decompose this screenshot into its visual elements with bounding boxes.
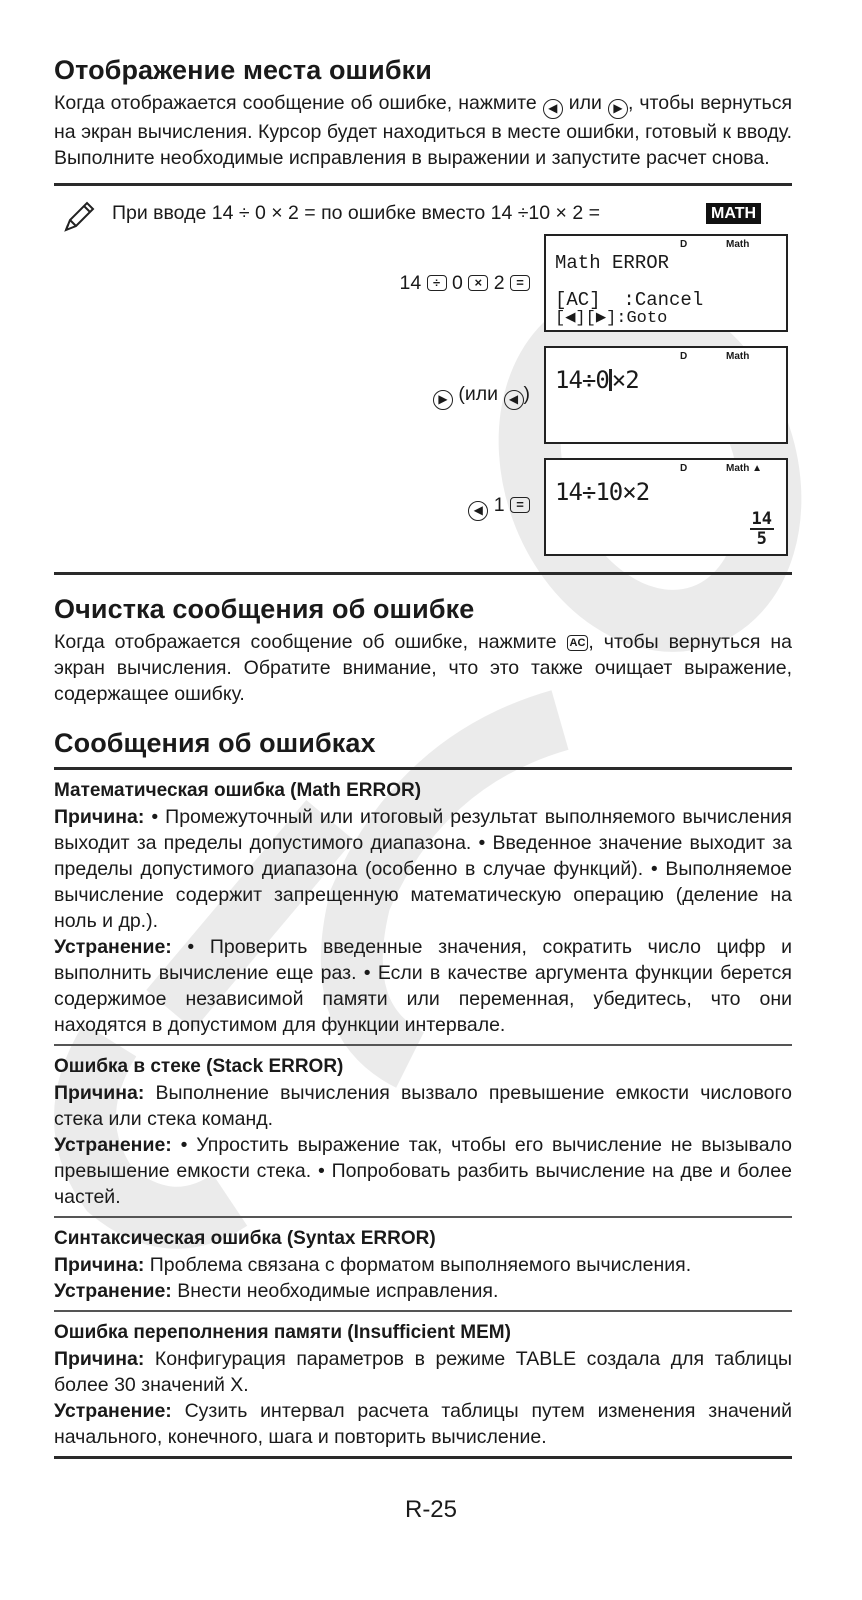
error-entry-syntax bbox=[54, 1226, 792, 1304]
cause-text: Проблема связана с форматом выполняемого вычисления. bbox=[144, 1254, 692, 1276]
result-fraction bbox=[750, 510, 774, 548]
left-arrow-key-icon: ◀ bbox=[468, 501, 488, 521]
fix-text: Внести необходимые исправления. bbox=[171, 1280, 499, 1302]
divider bbox=[54, 572, 792, 575]
cause-label: Причина: bbox=[54, 1254, 145, 1276]
screen-expression: 14÷10×2 bbox=[555, 478, 650, 506]
error-fix bbox=[54, 934, 792, 1038]
number: 14 bbox=[399, 272, 422, 294]
calculator-screen-3 bbox=[544, 458, 788, 556]
cause-text: Конфигурация параметров в режиме TABLE создала для таблицы более 30 значений X. bbox=[54, 1348, 792, 1396]
pencil-icon bbox=[60, 200, 96, 236]
text: (или bbox=[458, 383, 499, 405]
error-title: Синтаксическая ошибка (Syntax ERROR) bbox=[54, 1228, 436, 1249]
error-title: Ошибка в стеке (Stack ERROR) bbox=[54, 1056, 344, 1077]
right-arrow-key-icon: ▶ bbox=[433, 390, 453, 410]
fix-label: Устранение: bbox=[54, 1134, 172, 1156]
heading-error-location: Отображение места ошибки bbox=[54, 55, 432, 85]
error-title: Математическая ошибка (Math ERROR) bbox=[54, 780, 422, 801]
number: 1 bbox=[493, 494, 505, 516]
degree-indicator: D bbox=[680, 463, 688, 474]
divider bbox=[54, 1216, 792, 1218]
cause-text: Выполнение вычисления вызвало превышение емкости числового стека или стека команд. bbox=[54, 1082, 792, 1130]
page-number: R-25 bbox=[404, 1496, 458, 1523]
number: 0 bbox=[452, 272, 463, 294]
equals-key-icon: = bbox=[510, 497, 530, 513]
cause-text: • Промежуточный или итоговый результат выполняемого вычисления выходит за пределы допустимого диапазона. • Введенное значение выходит за пределы допустимого диапазона (особенно в случае функций). • Выполняемое вычисление содержит запрещенную математическую операцию (деление на ноль и др.). bbox=[54, 806, 792, 932]
key-sequence-2 bbox=[433, 381, 530, 410]
degree-indicator: D bbox=[680, 239, 688, 250]
paragraph-error-location bbox=[54, 90, 792, 171]
error-cause bbox=[54, 804, 792, 934]
fix-text: Сузить интервал расчета таблицы путем изменения значений начального, конечного, шага и повторить вычисление. bbox=[54, 1400, 792, 1448]
key-sequence-3 bbox=[468, 492, 530, 521]
error-entry-memory bbox=[54, 1320, 792, 1450]
expression-part: ×2 bbox=[611, 366, 639, 394]
heading-clear-error: Очистка сообщения об ошибке bbox=[54, 594, 475, 624]
calculator-screen-2 bbox=[544, 346, 788, 444]
error-entry-stack bbox=[54, 1054, 792, 1210]
math-indicator: Math ▲ bbox=[726, 463, 763, 474]
text: , чтобы вернуться на экран вычисления. Обратите внимание, что это также очищает выражение, содержащее ошибку. bbox=[54, 631, 792, 705]
divider bbox=[54, 1310, 792, 1312]
screen-line-1: Math ERROR bbox=[555, 252, 670, 274]
page-content bbox=[54, 52, 792, 1459]
divider bbox=[54, 1456, 792, 1459]
fix-text: • Упростить выражение так, чтобы его вычисление не вызывало превышение емкости стека. • Попробовать разбить вычисление на две и более частей. bbox=[54, 1134, 792, 1208]
number: 2 bbox=[493, 272, 505, 294]
key-sequence-1 bbox=[399, 270, 530, 296]
text: или bbox=[568, 92, 602, 114]
text: ) bbox=[523, 383, 530, 405]
error-fix bbox=[54, 1278, 792, 1304]
fix-text: • Проверить введенные значения, сократить число цифр и выполнить вычисление еще раз. • Если в качестве аргумента функции берется содержимое независимой памяти или переменная, убедитесь, что они находятся в допустимом для функции интервале. bbox=[54, 936, 792, 1036]
example-block bbox=[54, 186, 792, 568]
multiply-key-icon: × bbox=[468, 275, 488, 291]
cause-label: Причина: bbox=[54, 1348, 145, 1370]
math-indicator: Math bbox=[726, 239, 750, 250]
error-fix bbox=[54, 1132, 792, 1210]
paragraph-clear-error bbox=[54, 629, 792, 707]
error-title: Ошибка переполнения памяти (Insufficient MEM) bbox=[54, 1322, 511, 1343]
cause-label: Причина: bbox=[54, 1082, 145, 1104]
divider bbox=[54, 1044, 792, 1046]
expression-part: 14÷0 bbox=[555, 366, 609, 394]
divider bbox=[54, 767, 792, 770]
fix-label: Устранение: bbox=[54, 1400, 172, 1422]
fix-label: Устранение: bbox=[54, 936, 172, 958]
error-entry-math bbox=[54, 778, 792, 1038]
fix-label: Устранение: bbox=[54, 1280, 172, 1302]
fraction-denominator: 5 bbox=[756, 529, 767, 549]
text: , чтобы вернуться на экран вычисления. Курсор будет находиться в месте ошибки, готовый к вводу. Выполните необходимые исправления в выражении и запустите расчет снова. bbox=[54, 92, 793, 169]
screen-line-3: [◀][▶]:Goto bbox=[555, 309, 668, 328]
error-cause bbox=[54, 1346, 792, 1398]
heading-error-messages: Сообщения об ошибках bbox=[54, 728, 376, 758]
left-arrow-key-icon: ◀ bbox=[543, 99, 563, 119]
degree-indicator: D bbox=[680, 351, 688, 362]
calculator-screen-1 bbox=[544, 234, 788, 332]
text: Когда отображается сообщение об ошибке, нажмите bbox=[54, 92, 537, 114]
math-mode-badge: MATH bbox=[706, 203, 761, 224]
ac-key-icon: AC bbox=[567, 635, 589, 651]
example-title: При вводе 14 ÷ 0 × 2 = по ошибке вместо 14 ÷10 × 2 = bbox=[112, 202, 600, 224]
screen-expression bbox=[555, 366, 639, 394]
divide-key-icon: ÷ bbox=[427, 275, 447, 291]
left-arrow-key-icon: ◀ bbox=[504, 390, 524, 410]
error-cause bbox=[54, 1252, 792, 1278]
fraction-numerator: 14 bbox=[751, 509, 772, 529]
error-cause bbox=[54, 1080, 792, 1132]
math-indicator: Math bbox=[726, 351, 750, 362]
text: Когда отображается сообщение об ошибке, нажмите bbox=[54, 631, 557, 653]
error-fix bbox=[54, 1398, 792, 1450]
right-arrow-key-icon: ▶ bbox=[608, 99, 628, 119]
screen-line-2: [AC] :Cancel bbox=[555, 289, 704, 311]
equals-key-icon: = bbox=[510, 275, 530, 291]
cause-label: Причина: bbox=[54, 806, 145, 828]
